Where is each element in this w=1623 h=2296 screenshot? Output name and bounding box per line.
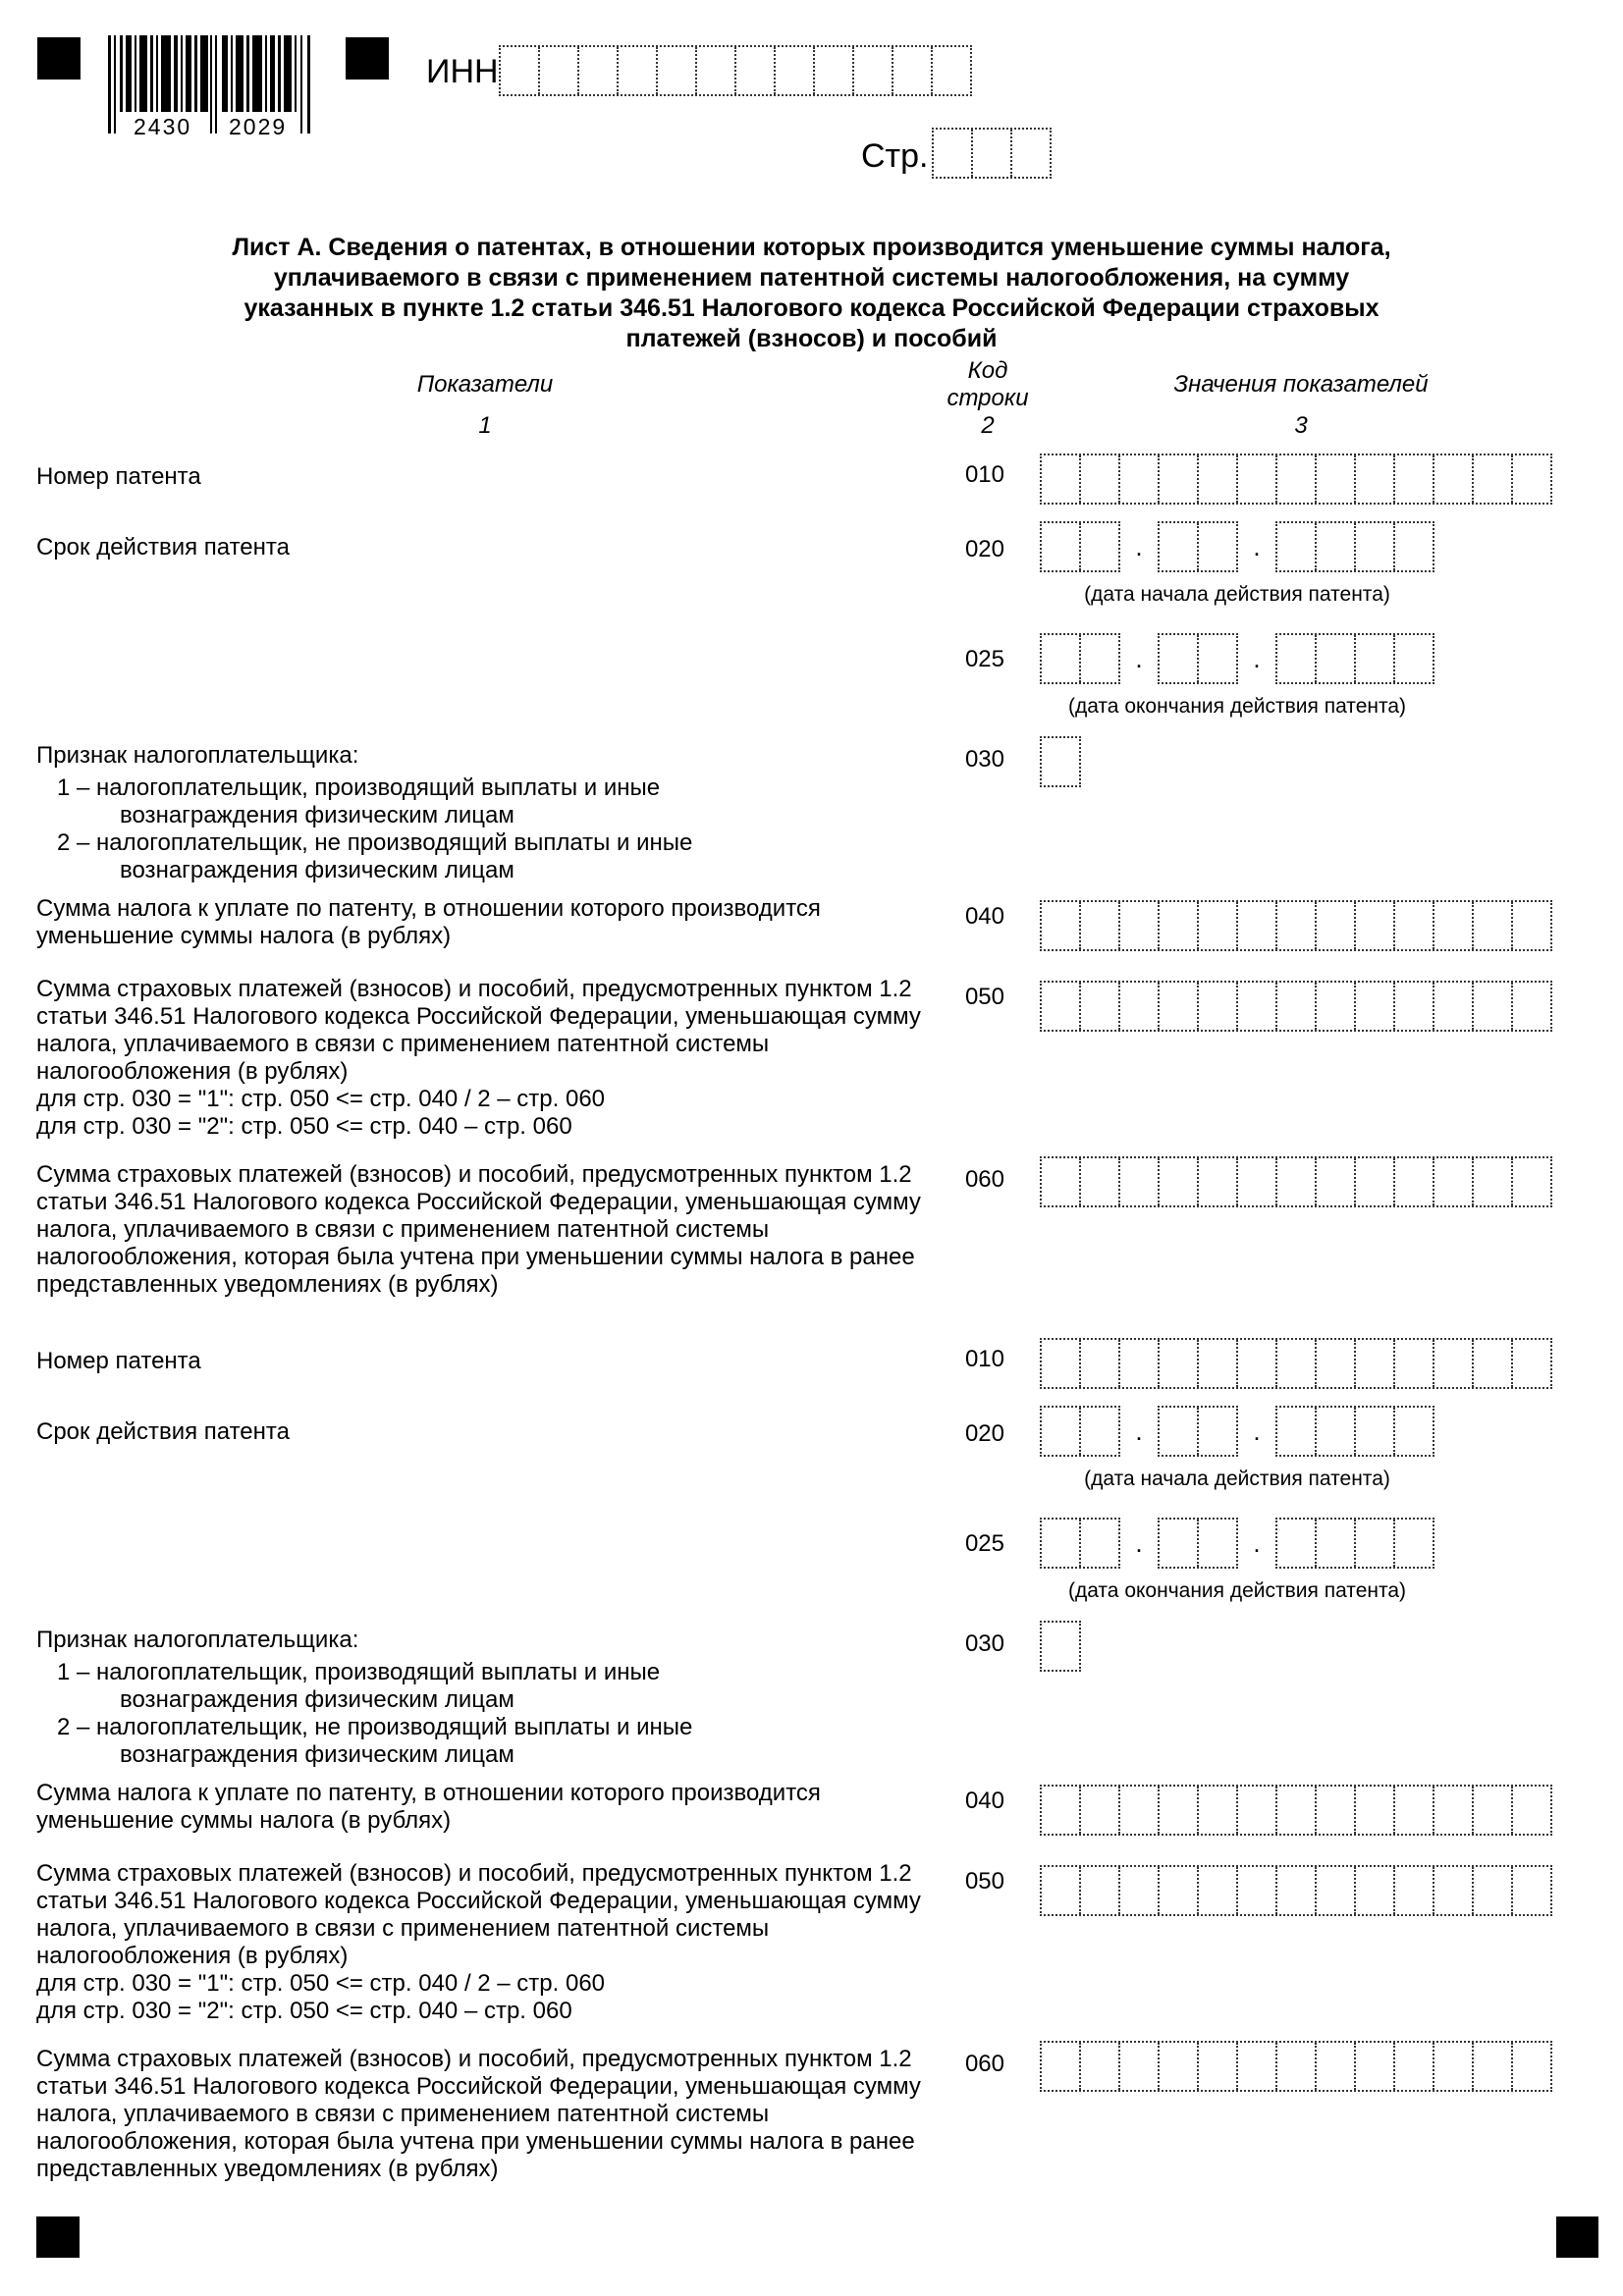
taxpayer-sign-option-2: 2 – налогоплательщик, не производящий выплаты и иные вознаграждения физическим лицам <box>57 1714 693 1768</box>
character-cell[interactable] <box>813 47 852 94</box>
character-cell[interactable] <box>1275 1340 1315 1387</box>
character-cell[interactable] <box>1236 1787 1275 1834</box>
patent-number-label: Номер патента <box>36 1348 201 1374</box>
character-cell[interactable] <box>1236 983 1275 1030</box>
contributions-prior-field[interactable] <box>1040 2041 1552 2092</box>
character-cell[interactable] <box>774 47 813 94</box>
date-month-cells[interactable] <box>1158 1406 1238 1457</box>
row-code-020: 020 <box>964 1420 1004 1447</box>
character-cell[interactable] <box>1393 1867 1433 1914</box>
row-code-040: 040 <box>964 1788 1004 1814</box>
contributions-field[interactable] <box>1040 981 1552 1032</box>
date-year-cells[interactable] <box>1275 633 1434 684</box>
date-month-cells[interactable] <box>1158 633 1238 684</box>
character-cell[interactable] <box>1354 523 1393 570</box>
character-cell[interactable] <box>1158 902 1197 949</box>
date-dot-separator: . <box>1135 1416 1143 1446</box>
character-cell[interactable] <box>1433 455 1472 503</box>
character-cell[interactable] <box>1433 1867 1472 1914</box>
character-cell[interactable] <box>1197 1158 1236 1205</box>
contributions-formula-2: для стр. 030 = "2": стр. 050 <= стр. 040 – стр. 060 <box>36 1113 572 1140</box>
date-dot-separator: . <box>1253 1528 1261 1558</box>
character-cell[interactable] <box>1275 1787 1315 1834</box>
character-cell[interactable] <box>1511 455 1550 503</box>
character-cell[interactable] <box>1354 455 1393 503</box>
character-cell[interactable] <box>1354 2043 1393 2090</box>
character-cell[interactable] <box>1042 635 1079 682</box>
character-cell[interactable] <box>1197 1867 1236 1914</box>
term-end-date-field[interactable] <box>1040 633 1434 684</box>
character-cell[interactable] <box>1079 1408 1118 1455</box>
character-cell[interactable] <box>1315 523 1354 570</box>
character-cell[interactable] <box>1433 1340 1472 1387</box>
character-cell[interactable] <box>1511 2043 1550 2090</box>
tax-amount-field[interactable] <box>1040 1785 1552 1836</box>
contributions-label <box>36 1860 940 2025</box>
row-code-060: 060 <box>964 2051 1004 2077</box>
character-cell[interactable] <box>1354 1867 1393 1914</box>
character-cell[interactable] <box>1236 2043 1275 2090</box>
character-cell[interactable] <box>1511 902 1550 949</box>
character-cell[interactable] <box>1472 983 1511 1030</box>
contributions-formula-2: для стр. 030 = "2": стр. 050 <= стр. 040 – стр. 060 <box>36 1998 572 2024</box>
registration-mark-top-mid <box>346 37 389 80</box>
character-cell[interactable] <box>1315 635 1354 682</box>
character-cell[interactable] <box>1158 1787 1197 1834</box>
contributions-prior-field[interactable] <box>1040 1156 1552 1207</box>
character-cell[interactable] <box>1118 1340 1158 1387</box>
taxpayer-sign-field[interactable] <box>1040 1621 1081 1672</box>
character-cell[interactable] <box>1042 455 1079 503</box>
character-cell[interactable] <box>734 47 774 94</box>
character-cell[interactable] <box>1315 1520 1354 1567</box>
character-cell[interactable] <box>1354 1158 1393 1205</box>
date-start-caption: (дата начала действия патента) <box>1084 1468 1390 1490</box>
character-cell[interactable] <box>1042 1623 1079 1670</box>
registration-mark-bottom-right <box>1556 2216 1598 2258</box>
character-cell[interactable] <box>971 130 1010 177</box>
character-cell[interactable] <box>1197 455 1236 503</box>
patent-number-label: Номер патента <box>36 463 201 490</box>
character-cell[interactable] <box>1354 635 1393 682</box>
character-cell[interactable] <box>1275 1158 1315 1205</box>
date-dot-separator: . <box>1253 1416 1261 1446</box>
character-cell[interactable] <box>1079 455 1118 503</box>
date-day-cells[interactable] <box>1040 633 1120 684</box>
column-header-code-line2: строки <box>947 385 1029 411</box>
character-cell[interactable] <box>1315 455 1354 503</box>
date-dot-separator: . <box>1135 532 1143 561</box>
character-cell[interactable] <box>1118 983 1158 1030</box>
character-cell[interactable] <box>1472 902 1511 949</box>
row-code-040: 040 <box>964 903 1004 930</box>
column-header-indicators: Показатели <box>416 371 554 398</box>
character-cell[interactable] <box>1042 1867 1079 1914</box>
character-cell[interactable] <box>1197 1520 1236 1567</box>
character-cell[interactable] <box>1158 1867 1197 1914</box>
character-cell[interactable] <box>1079 1520 1118 1567</box>
form-title-line-3: указанных в пункте 1.2 статьи 346.51 Налогового кодекса Российской Федерации страховых <box>243 294 1380 322</box>
character-cell[interactable] <box>1277 1520 1315 1567</box>
character-cell[interactable] <box>1277 635 1315 682</box>
date-month-cells[interactable] <box>1158 1518 1238 1569</box>
character-cell[interactable] <box>1393 902 1433 949</box>
character-cell[interactable] <box>1275 902 1315 949</box>
patent-term-label: Срок действия патента <box>36 534 290 561</box>
character-cell[interactable] <box>538 47 577 94</box>
character-cell[interactable] <box>1275 455 1315 503</box>
taxpayer-sign-field[interactable] <box>1040 736 1081 787</box>
character-cell[interactable] <box>1042 1408 1079 1455</box>
character-cell[interactable] <box>1042 1158 1079 1205</box>
column-header-code-line1: Код <box>967 357 1008 384</box>
character-cell[interactable] <box>1393 1340 1433 1387</box>
date-day-cells[interactable] <box>1040 1518 1120 1569</box>
character-cell[interactable] <box>931 47 970 94</box>
character-cell[interactable] <box>1197 902 1236 949</box>
taxpayer-sign-label: Признак налогоплательщика: <box>36 742 359 769</box>
character-cell[interactable] <box>1042 2043 1079 2090</box>
character-cell[interactable] <box>1393 2043 1433 2090</box>
tax-amount-label: Сумма налога к уплате по патенту, в отношении которого производится уменьшение суммы налога (в рублях) <box>36 895 821 949</box>
date-month-cells[interactable] <box>1158 521 1238 572</box>
date-day-cells[interactable] <box>1040 521 1120 572</box>
character-cell[interactable] <box>1315 2043 1354 2090</box>
character-cell[interactable] <box>1197 983 1236 1030</box>
date-end-caption: (дата окончания действия патента) <box>1067 695 1407 718</box>
character-cell[interactable] <box>1010 130 1050 177</box>
character-cell[interactable] <box>1236 902 1275 949</box>
patent-number-field[interactable] <box>1040 454 1552 505</box>
row-code-030: 030 <box>964 746 1004 773</box>
character-cell[interactable] <box>1197 1408 1236 1455</box>
character-cell[interactable] <box>1315 1340 1354 1387</box>
character-cell[interactable] <box>1079 1158 1118 1205</box>
character-cell[interactable] <box>1042 902 1079 949</box>
character-cell[interactable] <box>1236 1867 1275 1914</box>
character-cell[interactable] <box>1158 455 1197 503</box>
character-cell[interactable] <box>695 47 734 94</box>
character-cell[interactable] <box>1393 523 1433 570</box>
date-dot-separator: . <box>1253 644 1261 673</box>
character-cell[interactable] <box>1275 1867 1315 1914</box>
character-cell[interactable] <box>1118 902 1158 949</box>
column-number-3: 3 <box>1294 412 1308 439</box>
contributions-field[interactable] <box>1040 1865 1552 1916</box>
term-start-date-field[interactable] <box>1040 521 1434 572</box>
column-header-values: Значения показателей <box>1173 371 1429 398</box>
character-cell[interactable] <box>1160 1408 1197 1455</box>
row-code-010: 010 <box>964 461 1004 488</box>
character-cell[interactable] <box>1118 1158 1158 1205</box>
character-cell[interactable] <box>1160 523 1197 570</box>
taxpayer-sign-option-2: 2 – налогоплательщик, не производящий выплаты и иные вознаграждения физическим лицам <box>57 829 693 883</box>
character-cell[interactable] <box>1277 523 1315 570</box>
character-cell[interactable] <box>1079 1787 1118 1834</box>
character-cell[interactable] <box>1393 1158 1433 1205</box>
patent-number-field[interactable] <box>1040 1338 1552 1389</box>
character-cell[interactable] <box>1042 738 1079 785</box>
term-start-date-field[interactable] <box>1040 1406 1434 1457</box>
contributions-text: Сумма страховых платежей (взносов) и пособий, предусмотренных пунктом 1.2 статьи 346.51 Налогового кодекса Российской Федерации, уменьшающая сумму налога, уплачиваемого в связи с применением патентной системы налогообложения (в рублях) <box>36 1860 921 1969</box>
character-cell[interactable] <box>501 47 538 94</box>
date-year-cells[interactable] <box>1275 1518 1434 1569</box>
character-cell[interactable] <box>1197 523 1236 570</box>
contributions-formula-1: для стр. 030 = "1": стр. 050 <= стр. 040 / 2 – стр. 060 <box>36 1970 606 1997</box>
character-cell[interactable] <box>1354 1408 1393 1455</box>
character-cell[interactable] <box>1277 1408 1315 1455</box>
character-cell[interactable] <box>1393 455 1433 503</box>
tax-amount-field[interactable] <box>1040 900 1552 951</box>
character-cell[interactable] <box>1118 1867 1158 1914</box>
character-cell[interactable] <box>1472 2043 1511 2090</box>
character-cell[interactable] <box>1472 1787 1511 1834</box>
taxpayer-sign-label: Признак налогоплательщика: <box>36 1627 359 1653</box>
character-cell[interactable] <box>1197 1340 1236 1387</box>
character-cell[interactable] <box>1511 1787 1550 1834</box>
taxpayer-sign-option-1: 1 – налогоплательщик, производящий выплаты и иные вознаграждения физическим лицам <box>57 1659 661 1713</box>
row-code-030: 030 <box>964 1630 1004 1657</box>
character-cell[interactable] <box>1236 1340 1275 1387</box>
character-cell[interactable] <box>1472 455 1511 503</box>
character-cell[interactable] <box>1511 983 1550 1030</box>
character-cell[interactable] <box>1042 983 1079 1030</box>
column-number-1: 1 <box>478 412 492 439</box>
row-code-050: 050 <box>964 984 1004 1010</box>
date-year-cells[interactable] <box>1275 1406 1434 1457</box>
contributions-prior-label: Сумма страховых платежей (взносов) и пособий, предусмотренных пунктом 1.2 статьи 346.51 Налогового кодекса Российской Федерации, уменьшающая сумму налога, уплачиваемого в связи с применением патентной системы налогообложения, которая была учтена при уменьшении суммы налога в ранее представленных уведомлениях (в рублях) <box>36 1161 921 1298</box>
character-cell[interactable] <box>1079 1867 1118 1914</box>
character-cell[interactable] <box>1511 1867 1550 1914</box>
character-cell[interactable] <box>1511 1158 1550 1205</box>
character-cell[interactable] <box>1275 983 1315 1030</box>
character-cell[interactable] <box>656 47 695 94</box>
character-cell[interactable] <box>1042 523 1079 570</box>
character-cell[interactable] <box>1433 1787 1472 1834</box>
character-cell[interactable] <box>1042 1340 1079 1387</box>
registration-mark-bottom-left <box>36 2216 80 2258</box>
character-cell[interactable] <box>1197 2043 1236 2090</box>
character-cell[interactable] <box>1393 1787 1433 1834</box>
character-cell[interactable] <box>1160 1520 1197 1567</box>
character-cell[interactable] <box>577 47 617 94</box>
date-start-caption: (дата начала действия патента) <box>1084 583 1390 606</box>
date-day-cells[interactable] <box>1040 1406 1120 1457</box>
barcode-digits-left: 2430 <box>134 114 192 139</box>
character-cell[interactable] <box>1315 983 1354 1030</box>
character-cell[interactable] <box>1354 983 1393 1030</box>
character-cell[interactable] <box>1354 1787 1393 1834</box>
column-number-2: 2 <box>981 412 995 439</box>
date-dot-separator: . <box>1253 532 1261 561</box>
registration-mark-top-left <box>37 37 81 80</box>
character-cell[interactable] <box>1393 1520 1433 1567</box>
character-cell[interactable] <box>1393 635 1433 682</box>
character-cell[interactable] <box>1158 2043 1197 2090</box>
barcode-digits-right: 2029 <box>229 114 288 139</box>
page-number-label: Стр. <box>861 137 929 175</box>
character-cell[interactable] <box>1315 1787 1354 1834</box>
contributions-formula-1: для стр. 030 = "1": стр. 050 <= стр. 040 / 2 – стр. 060 <box>36 1086 606 1112</box>
date-dot-separator: . <box>1135 1528 1143 1558</box>
form-title-line-4: платежей (взносов) и пособий <box>625 325 998 352</box>
character-cell[interactable] <box>1118 2043 1158 2090</box>
character-cell[interactable] <box>1354 1520 1393 1567</box>
character-cell[interactable] <box>1275 2043 1315 2090</box>
character-cell[interactable] <box>1079 1340 1118 1387</box>
character-cell[interactable] <box>1315 1867 1354 1914</box>
character-cell[interactable] <box>1393 983 1433 1030</box>
character-cell[interactable] <box>1393 1408 1433 1455</box>
character-cell[interactable] <box>1236 455 1275 503</box>
row-code-025: 025 <box>964 646 1004 672</box>
character-cell[interactable] <box>1118 455 1158 503</box>
character-cell[interactable] <box>1315 1158 1354 1205</box>
row-code-060: 060 <box>964 1166 1004 1193</box>
character-cell[interactable] <box>1197 635 1236 682</box>
character-cell[interactable] <box>1472 1340 1511 1387</box>
character-cell[interactable] <box>1472 1158 1511 1205</box>
row-code-025: 025 <box>964 1530 1004 1557</box>
character-cell[interactable] <box>1315 1408 1354 1455</box>
character-cell[interactable] <box>1433 902 1472 949</box>
character-cell[interactable] <box>1354 902 1393 949</box>
character-cell[interactable] <box>1197 1787 1236 1834</box>
character-cell[interactable] <box>1079 902 1118 949</box>
character-cell[interactable] <box>934 130 971 177</box>
character-cell[interactable] <box>1433 983 1472 1030</box>
patent-term-label: Срок действия патента <box>36 1418 290 1445</box>
character-cell[interactable] <box>1315 902 1354 949</box>
date-end-caption: (дата окончания действия патента) <box>1067 1579 1407 1602</box>
character-cell[interactable] <box>1042 1787 1079 1834</box>
form-title-line-1: Лист А. Сведения о патентах, в отношении которых производится уменьшение суммы налога, <box>232 234 1391 261</box>
inn-label: ИНН <box>426 53 499 90</box>
contributions-prior-label: Сумма страховых платежей (взносов) и пособий, предусмотренных пунктом 1.2 статьи 346.51 Налогового кодекса Российской Федерации, уменьшающая сумму налога, уплачиваемого в связи с применением патентной системы налогообложения, которая была учтена при уменьшении суммы налога в ранее представленных уведомлениях (в рублях) <box>36 2046 921 2182</box>
character-cell[interactable] <box>1433 1158 1472 1205</box>
character-cell[interactable] <box>1354 1340 1393 1387</box>
term-end-date-field[interactable] <box>1040 1518 1434 1569</box>
date-dot-separator: . <box>1135 644 1143 673</box>
character-cell[interactable] <box>852 47 892 94</box>
character-cell[interactable] <box>1042 1520 1079 1567</box>
row-code-020: 020 <box>964 536 1004 562</box>
character-cell[interactable] <box>1079 635 1118 682</box>
character-cell[interactable] <box>1158 983 1197 1030</box>
contributions-label <box>36 976 940 1141</box>
character-cell[interactable] <box>1158 1340 1197 1387</box>
row-code-010: 010 <box>964 1346 1004 1372</box>
character-cell[interactable] <box>1079 983 1118 1030</box>
character-cell[interactable] <box>1079 523 1118 570</box>
character-cell[interactable] <box>1511 1340 1550 1387</box>
row-code-050: 050 <box>964 1868 1004 1895</box>
contributions-text: Сумма страховых платежей (взносов) и пособий, предусмотренных пунктом 1.2 статьи 346.51 Налогового кодекса Российской Федерации, уменьшающая сумму налога, уплачиваемого в связи с применением патентной системы налогообложения (в рублях) <box>36 976 921 1085</box>
form-title-line-2: уплачиваемого в связи с применением патентной системы налогообложения, на сумму <box>273 264 1350 292</box>
character-cell[interactable] <box>1160 635 1197 682</box>
character-cell[interactable] <box>1433 2043 1472 2090</box>
character-cell[interactable] <box>1079 2043 1118 2090</box>
character-cell[interactable] <box>1236 1158 1275 1205</box>
page-number-field[interactable] <box>932 128 1052 179</box>
character-cell[interactable] <box>1472 1867 1511 1914</box>
character-cell[interactable] <box>892 47 931 94</box>
inn-field[interactable] <box>499 45 972 96</box>
date-year-cells[interactable] <box>1275 521 1434 572</box>
character-cell[interactable] <box>1158 1158 1197 1205</box>
character-cell[interactable] <box>617 47 656 94</box>
tax-amount-label: Сумма налога к уплате по патенту, в отношении которого производится уменьшение суммы налога (в рублях) <box>36 1780 821 1834</box>
taxpayer-sign-option-1: 1 – налогоплательщик, производящий выплаты и иные вознаграждения физическим лицам <box>57 774 661 828</box>
character-cell[interactable] <box>1118 1787 1158 1834</box>
